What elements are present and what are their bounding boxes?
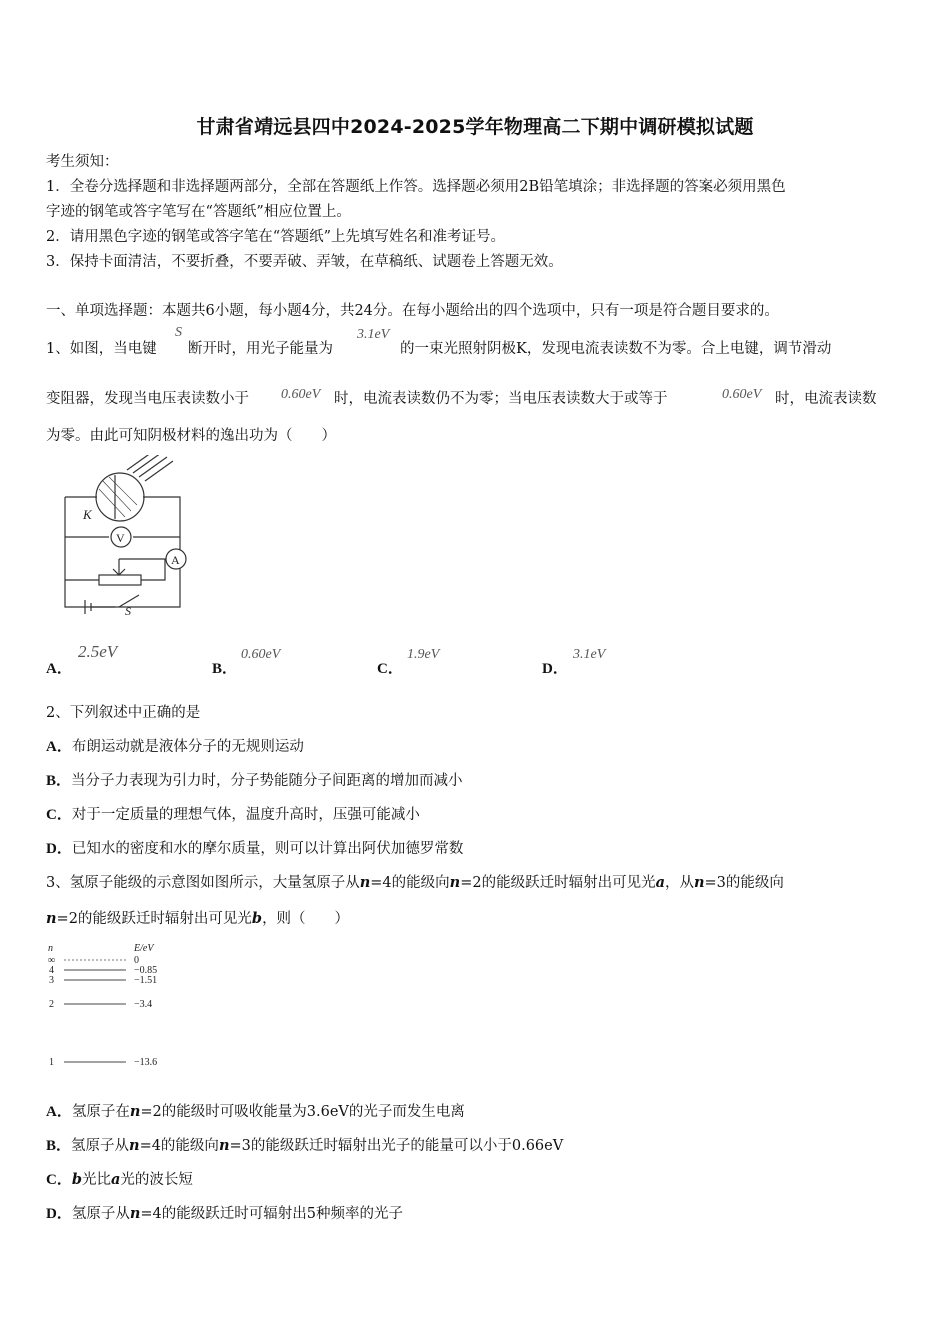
notice-line-2: 2．请用黑色字迹的钢笔或答字笔在“答题纸”上先填写姓名和准考证号。 (46, 229, 506, 245)
q3-option-b-n-2: n (218, 1137, 230, 1154)
q1-value-2: 0.60eV (722, 387, 762, 402)
q3-option-c (46, 1170, 193, 1190)
q3-option-d-text-1: 氢原子从 (71, 1206, 130, 1222)
q1-line-1b: 断开时，用光子能量为 (188, 341, 333, 357)
diagram-e-axis-label: E/eV (134, 943, 154, 954)
q3-text-6: =2的能级跃迁时辐射出可见光 (56, 911, 252, 927)
q2-option-a-text: 布朗运动就是液体分子的无规则运动 (71, 739, 304, 755)
level-n-inf: ∞ (48, 955, 56, 966)
q3-text-2: =4的能级向 (370, 875, 450, 891)
q1-line-3: 为零。由此可知阴极材料的逸出功为（ ） (46, 428, 336, 444)
q3-option-d-letter: D． (46, 1206, 72, 1222)
q1-option-c-letter: C． (377, 661, 403, 677)
q2-option-d-letter: D． (46, 841, 72, 857)
q3-option-d (46, 1204, 403, 1224)
q3-option-b-text-3: =3的能级跃迁时辐射出光子的能量可以小于0.66eV (229, 1138, 564, 1154)
q1-option-d-value: 3.1eV (573, 647, 606, 662)
q1-line-1c: 的一束光照射阴极K，发现电流表读数不为零。合上电键，调节滑动 (400, 341, 832, 357)
level-n-2: 2 (49, 999, 54, 1010)
q3-option-a-text-2: =2的能级时可吸收能量为3.6eV的光子而发生电离 (140, 1104, 465, 1120)
q3-text-1: 3、氢原子能级的示意图如图所示，大量氢原子从 (46, 875, 360, 891)
q3-text-4: ，从 (664, 875, 694, 891)
q1-line-1a: 1、如图，当电键 (46, 341, 157, 357)
q1-energy: 3.1eV (357, 327, 390, 342)
level-n-4: 4 (49, 965, 54, 976)
q3-option-c-b: b (71, 1171, 82, 1188)
q2-option-c (46, 805, 420, 825)
circuit-diagram (55, 455, 195, 615)
q1-switch-symbol: S (175, 325, 182, 340)
q3-option-a-n: n (129, 1103, 141, 1120)
q3-light-a: a (655, 874, 665, 891)
q3-option-c-letter: C． (46, 1172, 72, 1188)
section-1-heading: 一、单项选择题：本题共6小题，每小题4分，共24分。在每小题给出的四个选项中，只有一项是符合题目要求的。 (46, 303, 779, 319)
level-n-1: 1 (49, 1057, 54, 1068)
q3-option-c-text-1: 光比 (81, 1172, 111, 1188)
level-e-1: −13.6 (134, 1057, 158, 1068)
level-e-4: −0.85 (134, 965, 158, 976)
level-e-3: −1.51 (134, 975, 158, 986)
ammeter-label: A (171, 553, 180, 567)
q1-option-b-letter: B． (212, 661, 238, 677)
q3-n-4: n (46, 910, 57, 927)
q3-light-b: b (251, 910, 263, 927)
q2-option-c-letter: C． (46, 807, 72, 823)
q3-option-b-text-1: 氢原子从 (71, 1138, 130, 1154)
q1-value-1: 0.60eV (281, 387, 321, 402)
level-e-inf: 0 (134, 955, 139, 966)
switch-label: S (125, 604, 131, 615)
level-n-3: 3 (49, 975, 54, 986)
q3-option-b-n-1: n (129, 1137, 140, 1154)
q3-text-3: =2的能级跃迁时辐射出可见光 (460, 875, 656, 891)
q2-stem: 2、下列叙述中正确的是 (46, 705, 201, 721)
notice-line-3: 3．保持卡面清洁，不要折叠，不要弄破、弄皱，在草稿纸、试题卷上答题无效。 (46, 254, 563, 270)
q3-n-1: n (359, 874, 371, 891)
q2-option-a (46, 737, 304, 757)
q1-option-c-value: 1.9eV (407, 647, 440, 662)
q2-option-b-letter: B． (46, 773, 72, 789)
q1-line-2c: 时，电流表读数 (775, 391, 877, 407)
q2-option-d (46, 839, 463, 859)
q2-option-c-text: 对于一定质量的理想气体，温度升高时，压强可能减小 (71, 807, 420, 823)
q1-option-a-value: 2.5eV (78, 642, 118, 661)
q3-n-3: n (693, 874, 705, 891)
notice-heading: 考生须知： (46, 154, 119, 170)
voltmeter-label: V (116, 531, 125, 545)
page-title: 甘肃省靖远县四中2024-2025学年物理高二下期中调研模拟试题 (196, 116, 754, 138)
q3-option-c-text-2: 光的波长短 (120, 1172, 193, 1188)
q1-option-d-letter: D． (542, 661, 568, 677)
q2-option-a-letter: A． (46, 739, 72, 755)
q1-line-2a: 变阻器，发现当电压表读数小于 (46, 391, 249, 407)
q3-line-1 (46, 873, 784, 893)
q3-option-c-a: a (110, 1171, 121, 1188)
q3-text-7: ，则（ ） (262, 911, 350, 927)
q3-n-2: n (449, 874, 461, 891)
q2-option-b-text: 当分子力表现为引力时，分子势能随分子间距离的增加而减小 (71, 773, 463, 789)
q1-line-2b: 时，电流表读数仍不为零；当电压表读数大于或等于 (334, 391, 668, 407)
q3-option-a-text-1: 氢原子在 (71, 1104, 130, 1120)
q3-option-b (46, 1136, 563, 1156)
cathode-label: K (83, 507, 92, 522)
level-e-2: −3.4 (134, 999, 153, 1010)
q3-option-d-n: n (129, 1205, 141, 1222)
q3-option-b-letter: B． (46, 1138, 72, 1154)
diagram-n-axis-label: n (48, 943, 53, 954)
q3-line-2 (46, 909, 349, 929)
q3-option-a-letter: A． (46, 1104, 72, 1120)
q3-text-5: =3的能级向 (704, 875, 784, 891)
q1-option-b-value: 0.60eV (241, 647, 281, 662)
energy-level-diagram (44, 940, 184, 1072)
q1-option-a-letter: A． (46, 661, 72, 677)
q3-option-d-text-2: =4的能级跃迁时可辐射出5种频率的光子 (140, 1206, 403, 1222)
q3-option-a (46, 1102, 465, 1122)
notice-line-1a: 1．全卷分选择题和非选择题两部分，全部在答题纸上作答。选择题必须用2B铅笔填涂；非选择题的答案必须用黑色 (46, 179, 786, 195)
q2-option-b (46, 771, 463, 791)
q2-option-d-text: 已知水的密度和水的摩尔质量，则可以计算出阿伏加德罗常数 (71, 841, 464, 857)
notice-line-1b: 字迹的钢笔或答字笔写在“答题纸”相应位置上。 (46, 204, 351, 220)
q3-option-b-text-2: =4的能级向 (139, 1138, 219, 1154)
